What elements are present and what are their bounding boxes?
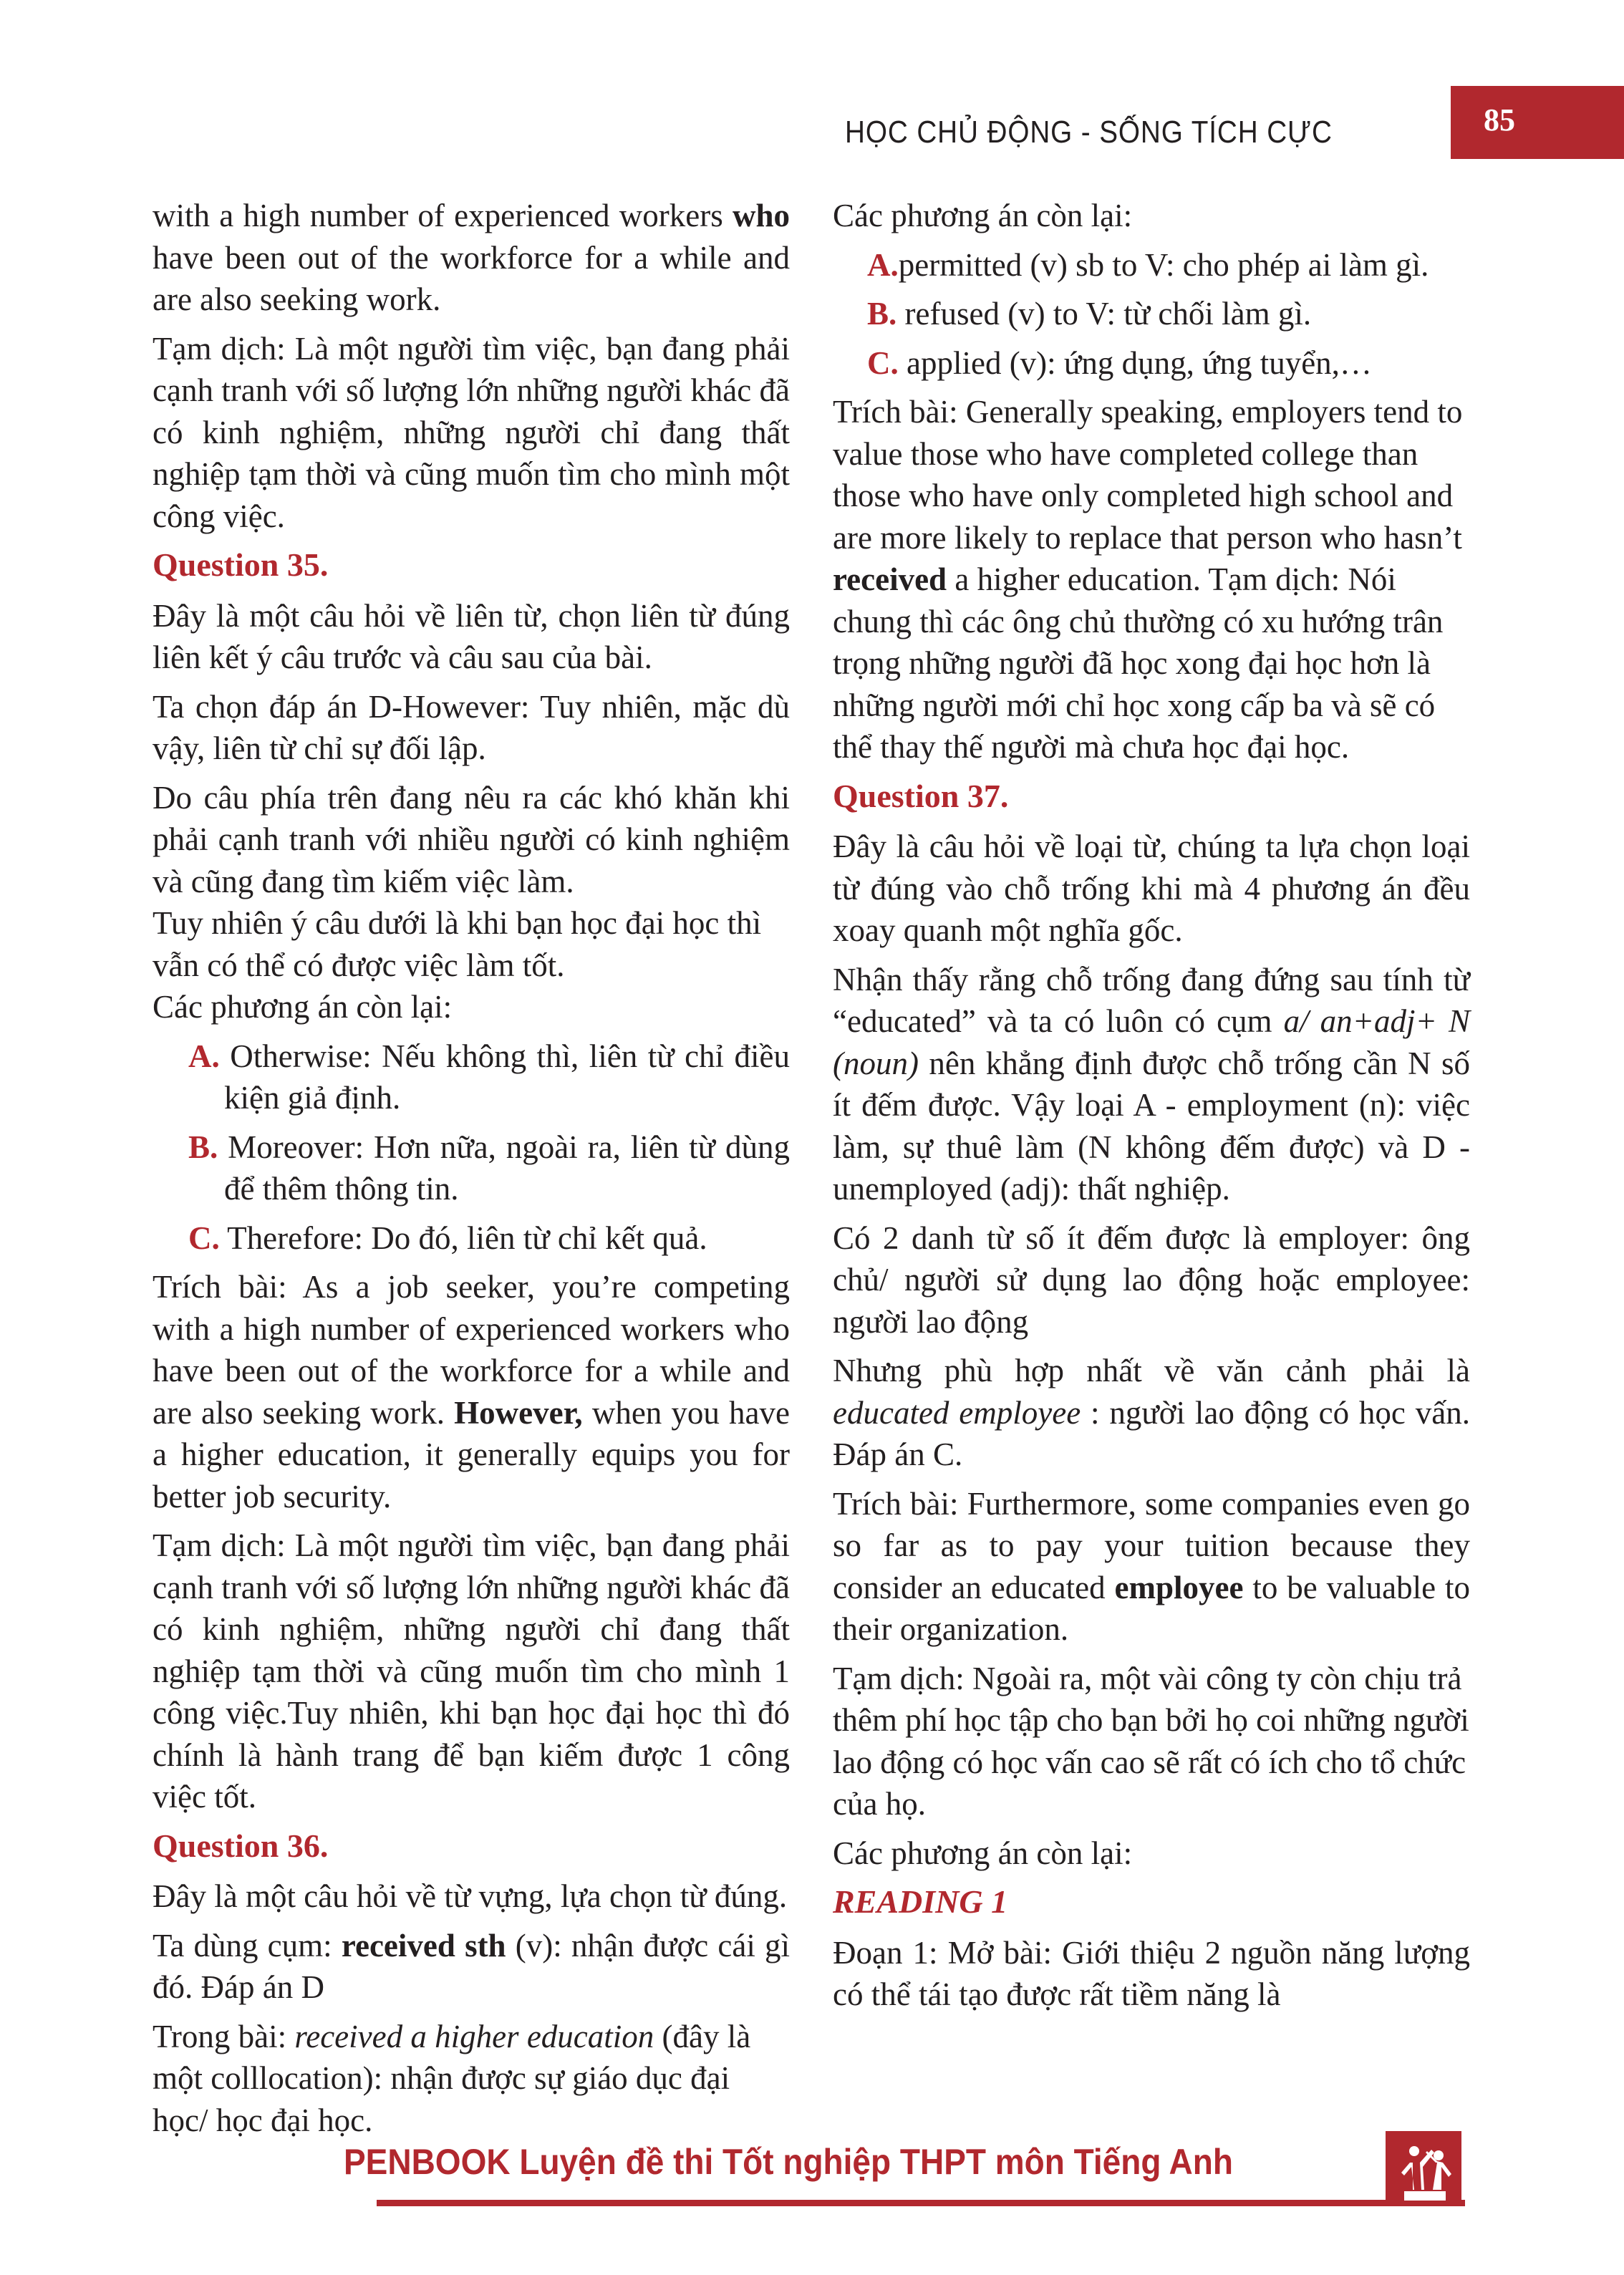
footer-book-title: PENBOOK Luyện đề thi Tốt nghiệp THPT môn Tiếng Anh xyxy=(344,2142,1233,2182)
text-run: a higher education. Tạm dịch: Nói chung thì các ông chủ thường có xu hướng trân trọng những người đã học xong đại học hơn là những người mới chỉ học xong cấp ba và sẽ có thể thay thế người mà chưa học đại học. xyxy=(833,561,1444,765)
answer-option xyxy=(153,1035,790,1119)
paragraph xyxy=(153,1266,790,1517)
text-run: educated employee xyxy=(833,1394,1081,1431)
paragraph xyxy=(833,959,1470,1210)
text-run: Tạm dịch: Ngoài ra, một vài công ty còn chịu trả thêm phí học tập cho bạn bởi họ coi những người lao động có học vấn cao sẽ rất có ích cho tổ chức của họ. xyxy=(833,1660,1469,1822)
text-run: Đoạn 1: Mở bài: Giới thiệu 2 nguồn năng lượng có thể tái tạo được rất tiềm năng là xyxy=(833,1934,1470,2012)
text-run: However, xyxy=(454,1394,583,1431)
section-heading xyxy=(153,544,790,586)
paragraph xyxy=(153,986,790,1028)
text-run: Question 36. xyxy=(153,1827,329,1864)
text-run: when you have a higher education, it generally equips you for better job security. xyxy=(153,1394,790,1515)
text-run: Các phương án còn lại: xyxy=(833,198,1133,233)
section-heading xyxy=(153,1825,790,1868)
text-run: Tuy nhiên ý câu dưới là khi bạn học đại học thì vẫn có thể có được việc làm tốt. xyxy=(153,905,762,983)
paragraph xyxy=(833,1932,1470,2016)
paragraph xyxy=(153,902,790,986)
paragraph xyxy=(833,1483,1470,1651)
paragraph xyxy=(833,826,1470,952)
section-heading xyxy=(833,776,1470,818)
text-run: (đây là một colllocation): nhận được sự giáo dục đại học/ học đại học. xyxy=(153,2018,751,2138)
text-run: : người lao động có học vấn. Đáp án C. xyxy=(833,1394,1470,1472)
text-run: received a higher education xyxy=(294,2018,654,2054)
paragraph xyxy=(153,1875,790,1918)
paragraph xyxy=(153,1525,790,1818)
text-run: Trích bài: Generally speaking, employers tend to value those who have completed college than those who have only completed high school and are more likely to replace that person who hasn’t xyxy=(833,394,1463,556)
text-run: Moreover: Hơn nữa, ngoài ra, liên từ dùng để thêm thông tin. xyxy=(218,1129,790,1207)
text-run: Tạm dịch: Là một người tìm việc, bạn đang phải cạnh tranh với số lượng lớn những người khác đã có kinh nghiệm, những người chỉ đang thất nghiệp tạm thời và cũng muốn tìm cho mình một công việc. xyxy=(153,330,790,534)
paragraph xyxy=(153,686,790,770)
text-run: to be valuable to their organization. xyxy=(833,1569,1470,1647)
text-run: refused (v) to V: từ chối làm gì. xyxy=(896,296,1312,332)
answer-option xyxy=(833,342,1470,385)
option-letter: A. xyxy=(188,1038,220,1074)
text-run: Ta dùng cụm: xyxy=(153,1927,342,1964)
text-run: Question 35. xyxy=(153,546,329,583)
text-run: Do câu phía trên đang nêu ra các khó khăn khi phải cạnh tranh với nhiều người có kinh nghiệm và cũng đang tìm kiếm việc làm. xyxy=(153,779,790,899)
text-run: Nhận thấy rằng chỗ trống đang đứng sau tính từ “educated” và ta có luôn có cụm xyxy=(833,961,1470,1039)
text-run: Question 37. xyxy=(833,777,1009,814)
text-run: Trích bài: As a job seeker, you’re competing with a high number of experienced workers who have been out of the workforce for a while and are also seeking work. xyxy=(153,1269,790,1431)
text-run: with a high number of experienced workers xyxy=(153,198,733,233)
paragraph xyxy=(833,1832,1470,1875)
running-header-title: HỌC CHỦ ĐỘNG - SỐNG TÍCH CỰC xyxy=(845,115,1333,150)
text-run: employee xyxy=(1114,1569,1244,1605)
answer-option xyxy=(833,293,1470,335)
paragraph xyxy=(833,195,1470,237)
option-letter: B. xyxy=(867,296,897,332)
page-number-badge xyxy=(1451,86,1624,159)
option-letter: C. xyxy=(867,344,899,381)
text-run: Trích bài: Furthermore, some companies even go so far as to pay your tuition because they consider an educated xyxy=(833,1485,1470,1605)
paragraph xyxy=(153,595,790,679)
two-figures-logo-icon xyxy=(1386,2131,1461,2206)
text-run: Các phương án còn lại: xyxy=(833,1835,1133,1871)
text-run: Đây là câu hỏi về loại từ, chúng ta lựa chọn loại từ đúng vào chỗ trống khi mà 4 phương án đều xoay quanh một nghĩa gốc. xyxy=(833,829,1470,948)
left-column xyxy=(153,195,790,2148)
option-letter: A. xyxy=(867,246,899,283)
right-column xyxy=(833,195,1470,2023)
text-run: Đây là một câu hỏi về liên từ, chọn liên từ đúng liên kết ý câu trước và câu sau của bài. xyxy=(153,597,790,675)
footer-rule-divider xyxy=(377,2200,1465,2206)
text-run: (v): nhận được cái gì đó. Đáp án D xyxy=(153,1927,791,2005)
answer-option xyxy=(153,1126,790,1210)
page-number: 85 xyxy=(1484,102,1515,137)
paragraph xyxy=(833,1658,1470,1825)
paragraph xyxy=(153,777,790,903)
text-run: Ta chọn đáp án D-However: Tuy nhiên, mặc dù vậy, liên từ chỉ sự đối lập. xyxy=(153,688,790,766)
text-run: nên khẳng định được chỗ trống cần N số ít đếm được. Vậy loại A - employment (n): việc làm, sự thuê làm (N không đếm được) và D - unemployed (adj): thất nghiệp. xyxy=(833,1045,1470,1207)
paragraph xyxy=(833,1350,1470,1476)
text-run: READING 1 xyxy=(833,1883,1008,1920)
text-run: Tạm dịch: Là một người tìm việc, bạn đang phải cạnh tranh với số lượng lớn những người khác đã có kinh nghiệm, những người chỉ đang thất nghiệp tạm thời và cũng muốn tìm cho mình 1 công việc.Tuy nhiên, khi bạn học đại học thì đó chính là hành trang để bạn kiếm được 1 công việc tốt. xyxy=(153,1527,790,1815)
text-run: Trong bài: xyxy=(153,2018,295,2054)
text-run: permitted (v) sb to V: cho phép ai làm gì. xyxy=(898,246,1429,283)
text-run: applied (v): ứng dụng, ứng tuyển,… xyxy=(898,344,1372,381)
paragraph xyxy=(153,195,790,321)
paragraph xyxy=(833,1217,1470,1343)
text-run: received sth xyxy=(341,1927,506,1964)
paragraph xyxy=(833,391,1470,768)
text-run: Nhưng phù hợp nhất về văn cảnh phải là xyxy=(833,1353,1470,1388)
text-run: Các phương án còn lại: xyxy=(153,989,453,1025)
paragraph xyxy=(153,2016,790,2142)
text-run: Otherwise: Nếu không thì, liên từ chỉ điều kiện giả định. xyxy=(219,1038,790,1116)
option-letter: C. xyxy=(188,1219,220,1256)
text-run: a/ an+adj+ N (noun) xyxy=(833,1003,1470,1081)
answer-option xyxy=(153,1217,790,1260)
paragraph xyxy=(153,1925,790,2009)
section-heading xyxy=(833,1881,1470,1923)
text-run: Đây là một câu hỏi về từ vựng, lựa chọn từ đúng. xyxy=(153,1878,788,1914)
option-letter: B. xyxy=(188,1129,218,1165)
text-run: received xyxy=(833,561,947,597)
text-run: Có 2 danh từ số ít đếm được là employer: ông chủ/ người sử dụng lao động hoặc employee: người lao động xyxy=(833,1219,1470,1340)
text-run: Therefore: Do đó, liên từ chỉ kết quả. xyxy=(219,1219,707,1256)
text-run: who xyxy=(732,198,790,233)
text-run: have been out of the workforce for a while and are also seeking work. xyxy=(153,239,790,317)
answer-option xyxy=(833,244,1470,286)
paragraph xyxy=(153,328,790,538)
